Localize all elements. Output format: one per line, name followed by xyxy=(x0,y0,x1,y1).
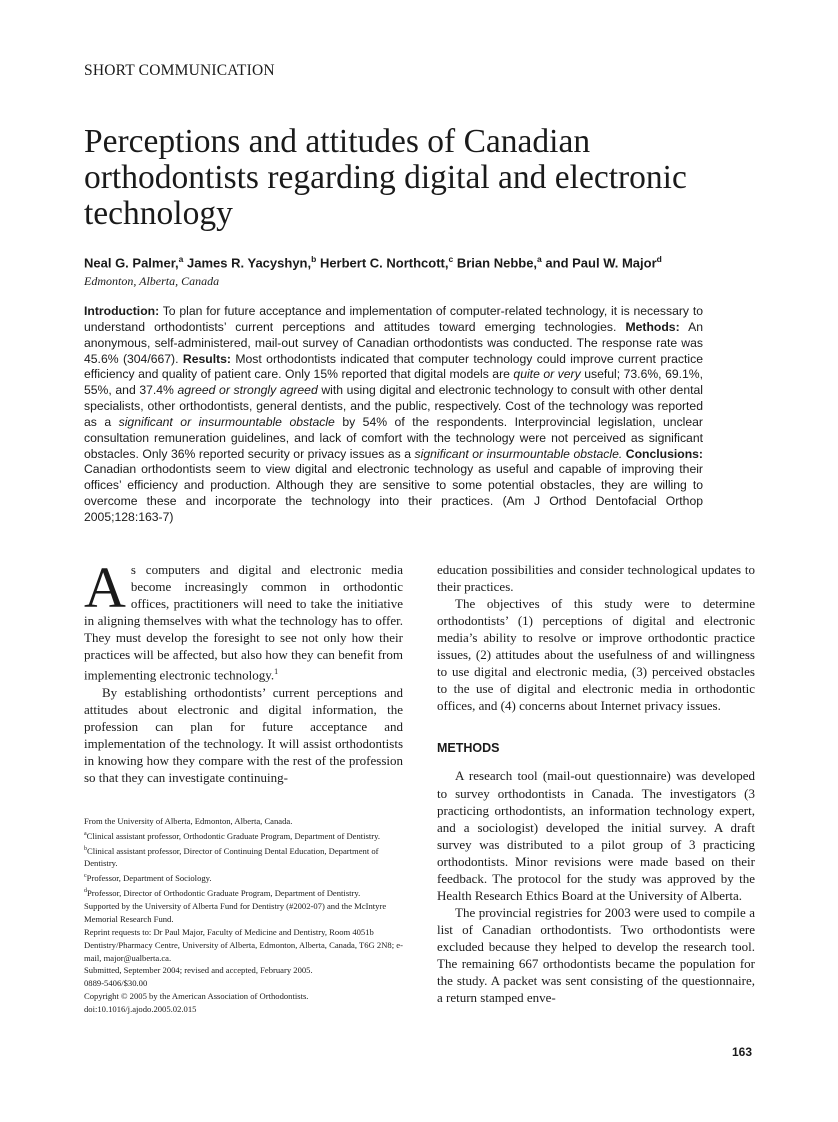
abstract-results-emphasis: quite or very xyxy=(513,367,581,382)
author-name: Neal G. Palmer, xyxy=(84,255,179,271)
methods-heading: METHODS xyxy=(437,741,500,756)
footnote-reprint: Reprint requests to: Dr Paul Major, Faculty of Medicine and Dentistry, Room 4051b Dentistry/Pharmacy Centre, University of Alberta, Edmonton, Alberta, Canada, T6G 2N8; e-mail, major@ualberta.ca. xyxy=(84,926,403,963)
abstract-results-label: Results: xyxy=(182,351,231,366)
abstract-results-text: useful; 73.6%, 69.1%, 55%, and 37.4% xyxy=(84,367,704,398)
methods-paragraph: A research tool (mail-out questionnaire) was developed to survey orthodontists in Canada. The investigators (3 practicing orthodontists, an information technology expert, and a sociologist) developed the initial survey. A draft survey was distributed to a pilot group of 3 practicing orthodontists. Minor revisions were made based on their feedback. The protocol for the study was approved by the Health Research Ethics Board at the University of Alberta. xyxy=(437,768,755,903)
abstract-results-text: with using digital and electronic technology to consult with other dental specialists, other orthodontists, general dentists, and the public, respectively. Cost of the technology was reported as a xyxy=(84,383,703,429)
abstract-methods-text: An anonymous, self-administered, mail-out survey of Canadian orthodontists was conducted. The response rate was 45.6% (304/667). xyxy=(84,319,703,366)
footnote-mark: b xyxy=(84,845,87,852)
abstract-results-emphasis: significant or insurmountable obstacle. xyxy=(414,446,623,461)
body-column-left xyxy=(84,555,403,786)
author-name: James R. Yacyshyn, xyxy=(187,255,312,271)
abstract-results-text: Most orthodontists indicated that computer technology could improve current practice efficiency and quality of patient care. Only 15% reported that digital models are xyxy=(84,351,703,382)
body-paragraph: education possibilities and consider technological updates to their practices. xyxy=(437,562,755,595)
author-name: and Paul W. Major xyxy=(545,255,657,271)
body-column-right xyxy=(437,561,755,1006)
intro-paragraph xyxy=(84,555,403,684)
footnotes xyxy=(84,815,404,1016)
footnote-from: From the University of Alberta, Edmonton, Alberta, Canada. xyxy=(84,816,293,826)
footnote-c xyxy=(84,870,404,885)
footnote-support: Supported by the University of Alberta Fund for Dentistry (#2002-07) and the McIntyre Memorial Research Fund. xyxy=(84,900,387,924)
intro-paragraph-text: s computers and digital and electronic media become increasingly common in orthodontic offices, practitioners will need to take the initiative in aligning themselves with what the technology has to offer. They must develop the foresight to see not only how their practices will be affected, but also how they can benefit from implementing electronic technology. xyxy=(84,562,403,683)
footnote-mark: a xyxy=(84,830,87,837)
footnote-text: Professor, Director of Orthodontic Graduate Program, Department of Dentistry. xyxy=(87,887,361,898)
abstract-results-emphasis: agreed or strongly agreed xyxy=(177,383,318,398)
footnote-d xyxy=(84,885,404,900)
footnote-text: Clinical assistant professor, Orthodontic Graduate Program, Department of Dentistry. xyxy=(86,830,381,841)
author-mark: d xyxy=(656,254,662,264)
footnote-text: Clinical assistant professor, Director of Continuing Dental Education, Department of Dentistry. xyxy=(84,845,379,869)
footnote-mark: c xyxy=(84,873,87,880)
footnote-b xyxy=(84,843,404,871)
author-name: Brian Nebbe, xyxy=(456,255,538,271)
abstract xyxy=(84,304,703,526)
author-list xyxy=(84,254,764,270)
abstract-results-text: by 54% of the respondents. Interprovincial legislation, unclear consultation remuneration guidelines, and lack of comfort with the technology were not perceived as significant obstacles. Only 36% reported security or privacy issues as a xyxy=(84,414,703,461)
footnote-doi: doi:10.1016/j.ajodo.2005.02.015 xyxy=(84,1004,197,1015)
abstract-conclusions-label: Conclusions: xyxy=(625,446,703,461)
affiliation: Edmonton, Alberta, Canada xyxy=(84,274,220,288)
abstract-intro-text: To plan for future acceptance and implementation of computer-related technology, it is necessary to understand orthodontists’ current perceptions and attitudes toward emerging technologies. xyxy=(84,304,703,334)
drop-cap: A xyxy=(84,555,126,620)
footnote-submitted: Submitted, September 2004; revised and accepted, February 2005. xyxy=(84,965,313,976)
author-mark: a xyxy=(178,254,184,264)
abstract-results-emphasis: significant or insurmountable obstacle xyxy=(118,414,335,429)
footnote-copyright: Copyright © 2005 by the American Association of Orthodontists. xyxy=(84,991,309,1002)
author-mark: a xyxy=(537,254,542,264)
author-name: Herbert C. Northcott, xyxy=(319,255,449,271)
footnote-mark: d xyxy=(84,888,87,895)
footnote-price: 0889-5406/$30.00 xyxy=(84,978,148,989)
body-paragraph: By establishing orthodontists’ current perceptions and attitudes about electronic and digital information, the profession can plan for future acceptance and implementation of the technology. It will assist orthodontists in knowing how they compare with the rest of the profession so that they can investigate continuing- xyxy=(84,684,403,785)
reference-marker: 1 xyxy=(274,667,279,677)
methods-paragraph: The provincial registries for 2003 were used to compile a list of Canadian orthodontists. Two orthodontists were excluded because they helped to develop the research tool. The remaining 667 orthodontists became the population for the study. A packet was sent consisting of the questionnaire, a return stamped enve- xyxy=(437,904,755,1006)
objectives-paragraph: The objectives of this study were to determine orthodontists’ (1) perceptions of digital and electronic media’s ability to resolve or improve orthodontic practice issues, (2) attitudes about the usefulness of and willingness to use digital and electronic media, (3) perceived obstacles to the use of digital and electronic media in orthodontic offices, and (4) concerns about Internet privacy issues. xyxy=(437,596,755,714)
footnote-a xyxy=(84,828,404,843)
author-mark: c xyxy=(448,254,454,264)
article-title: Perceptions and attitudes of Canadian orthodontists regarding digital and electronic technology xyxy=(84,123,687,232)
abstract-methods-label: Methods: xyxy=(625,319,680,334)
author-mark: b xyxy=(311,254,317,264)
section-label: SHORT COMMUNICATION xyxy=(84,62,275,79)
footnote-text: Professor, Department of Sociology. xyxy=(86,873,212,884)
abstract-conclusions-text: Canadian orthodontists seem to view digital and electronic technology as useful and capable of improving their offices’ efficiency and production. Although they are sensitive to some potential obstacles, they are willing to overcome these and incorporate the technology into their practices. (Am J Orthod Dentofacial Orthop 2005;128:163-7) xyxy=(84,462,703,524)
abstract-intro-label: Introduction: xyxy=(84,304,160,318)
page-number: 163 xyxy=(732,1045,753,1059)
